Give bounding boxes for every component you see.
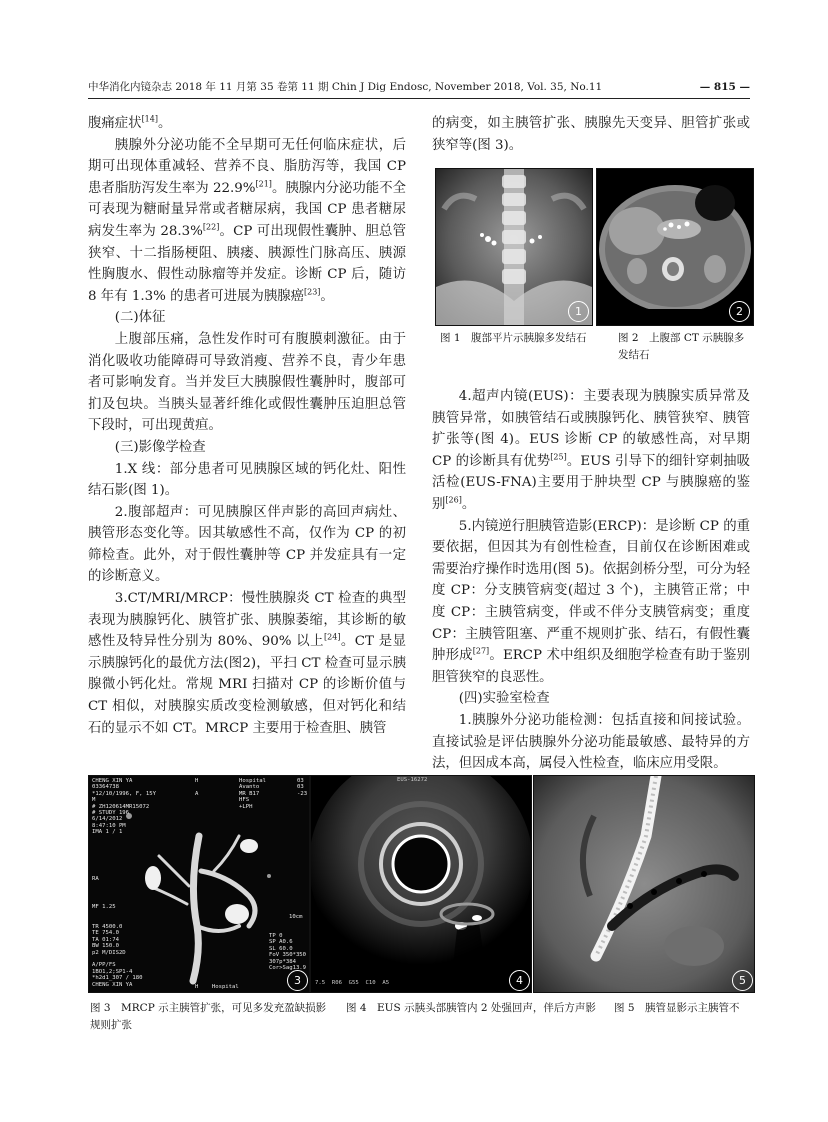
- citation: [26]: [445, 495, 462, 505]
- figure-1-xray: [435, 168, 593, 326]
- paragraph: 腹痛症状[14]。: [88, 114, 172, 131]
- figure-3-mrcp: [88, 775, 310, 993]
- mri-overlay-right: 03 03 -23: [297, 778, 308, 797]
- paragraph: 胰腺外分泌功能不全早期可无任何临床症状，后期可出现体重减轻、营养不良、脂肪泻等，我国 CP 患者脂肪泻发生率为 22.9%[21]。胰腺内分泌功能不全可表现为糖耐量异常或者糖尿病，我国 CP 患者糖尿病发生率为 28.3%[22]。CP 可出现假性囊肿、胆总管狭窄、十二指肠梗阻、胰瘘、胰源性门脉高压、胰源性胸腹水、假性动脉瘤等并发症。诊断 CP 后，随访 8 年有 1.3% 的患者可进展为胰腺癌[23]。: [88, 137, 407, 304]
- citation: [27]: [472, 646, 490, 656]
- eus-overlay-bottom: 7.5 R06 G55 C10 A5: [315, 980, 390, 986]
- section-heading: (三)影像学检查: [114, 439, 206, 455]
- citation: [24]: [324, 632, 341, 642]
- section-heading: (四)实验室检查: [458, 691, 550, 707]
- paragraph: 上腹部压痛，急性发作时可有腹膜刺激征。由于消化吸收功能障碍可导致消瘦、营养不良，青少年患者可影响发育。当并发巨大胰腺假性囊肿时，腹部可扪及包块。当胰头显著纤维化或假性囊肿压迫胆总管下段时，可出现黄疸。: [88, 331, 406, 434]
- journal-info: 中华消化内镜杂志 2018 年 11 月第 35 卷第 11 期 Chin J Dig Endosc, November 2018, Vol. 35, No.11: [88, 81, 603, 93]
- figure-2-ct: [596, 168, 754, 326]
- eus-overlay-top: EUS-16272: [397, 777, 428, 783]
- figure-number-badge: 4: [509, 970, 530, 991]
- mri-overlay-topright: Hospital Avanto MR B17 HFS +LPH: [239, 778, 266, 810]
- figure-number-badge: 5: [732, 970, 753, 991]
- ct-image: [597, 169, 753, 325]
- page-number: — 815 —: [699, 81, 750, 93]
- paragraph: 4.超声内镜(EUS)：主要表现为胰腺实质异常及胰管异常，如胰管结石或胰腺钙化、胰管狭窄、胰管扩张等(图 4)。EUS 诊断 CP 的敏感性高，对早期 CP 的诊断具有优势[25]。EUS 引导下的细针穿刺抽吸活检(EUS-FNA)主要用于肿块型 CP 与胰腺癌的鉴别[26]。: [432, 389, 750, 512]
- citation: [14]: [141, 114, 158, 124]
- mri-overlay-ra: RA: [92, 876, 99, 882]
- mri-overlay-bottomright: TP 0 SP A0.6 SL 60.0 FoV 350*350 307p*384 Cor>Sag13.9: [269, 933, 307, 972]
- section-heading: (二)体征: [114, 310, 166, 326]
- citation: [25]: [550, 452, 567, 462]
- eus-image: [311, 776, 531, 992]
- mri-scale-label: 10cm: [289, 914, 303, 920]
- right-text-column: [432, 113, 750, 156]
- mri-overlay-bottomleft: TR 4500.0 TE 754.0 TA 01:74 BW 150.0 p2 M/DIS2D A/PP/FS 1BO1,2;SP1-4 *h2d1_307 / 180 CHENG XIN YA: [92, 924, 143, 988]
- mri-overlay-topcenter: H A: [195, 778, 199, 797]
- xray-image: [436, 169, 592, 325]
- paragraph: 3.CT/MRI/MRCP：慢性胰腺炎 CT 检查的典型表现为胰腺钙化、胰管扩张、胰腺萎缩，其诊断的敏感性及特异性分别为 80%、90% 以上[24]。CT 是显示胰腺钙化的最优方法(图2)，平扫 CT 检查可显示胰腺微小钙化灶。常规 MRI 扫描对 CP 的诊断价值与 CT 相似，对胰腺实质改变检测敏感，但对钙化和结石的显示不如 CT。MRCP 主要用于检查胆、胰管: [88, 591, 406, 736]
- figure-2-caption: 图 2 上腹部 CT 示胰腺多发结石: [618, 332, 745, 361]
- mri-overlay-mf: MF 1.25: [92, 904, 116, 910]
- mri-overlay-topleft: CHENG XIN YA 03364738 *12/10/1996, F, 15Y M # ZH120614MR15072 # STUDY 196 6/14/2012 8:47:10 PM IMA 1 / 1: [92, 778, 156, 836]
- paragraph: 的病变，如主胰管扩张、胰腺先天变异、胆管扩张或狭窄等(图 3)。: [432, 116, 750, 153]
- figure-5-caption: 图 5 胰管显影示主胰管不: [614, 1002, 740, 1014]
- figure-number-badge: 2: [729, 301, 750, 322]
- figure-4-caption: 图 4 EUS 示胰头部胰管内 2 处强回声，伴后方声影: [346, 1002, 596, 1014]
- figure-3-caption: 图 3 MRCP 示主胰管扩张，可见多发充盈缺损影 规则扩张: [90, 1002, 337, 1031]
- paragraph: 2.腹部超声：可见胰腺区伴声影的高回声病灶、胰管形态变化等。因其敏感性不高，仅作为 CP 的初筛检查。此外，对于假性囊肿等 CP 并发症具有一定的诊断意义。: [88, 504, 406, 585]
- citation: [23]: [304, 287, 321, 297]
- figure-number-badge: 1: [568, 301, 589, 322]
- citation: [21]: [255, 179, 272, 189]
- running-header: [88, 78, 750, 99]
- figure-number-badge: 3: [287, 970, 308, 991]
- right-text-column-lower: [432, 386, 750, 775]
- paragraph: 5.内镜逆行胆胰管造影(ERCP)：是诊断 CP 的重要依据，但因其为有创性检查，目前仅在诊断困难或需要治疗操作时选用(图 5)。依据剑桥分型，可分为轻度 CP：分支胰管病变(超过 3 个)，主胰管正常；中度 CP：主胰管病变，伴或不伴分支胰管病变；重度 CP：主胰管阻塞、严重不规则扩张、结石，有假性囊肿形成[27]。ERCP 术中组织及细胞学检查有助于鉴别胆管狭窄的良恶性。: [432, 518, 751, 685]
- figure-5-ercp: [533, 775, 755, 993]
- mri-overlay-bottomcenter: H Hospital: [195, 984, 239, 990]
- paragraph: 1.X 线：部分患者可见胰腺区域的钙化灶、阳性结石影(图 1)。: [88, 461, 406, 499]
- figure-4-eus: [310, 775, 532, 993]
- figure-1-caption: 图 1 腹部平片示胰腺多发结石: [440, 332, 587, 344]
- left-text-column: [88, 113, 406, 739]
- ercp-image: [534, 776, 754, 992]
- citation: [22]: [202, 222, 220, 232]
- paragraph: 1.胰腺外分泌功能检测：包括直接和间接试验。直接试验是评估胰腺外分泌功能最敏感、最特异的方法，但因成本高，属侵入性检查，临床应用受限。: [432, 712, 750, 772]
